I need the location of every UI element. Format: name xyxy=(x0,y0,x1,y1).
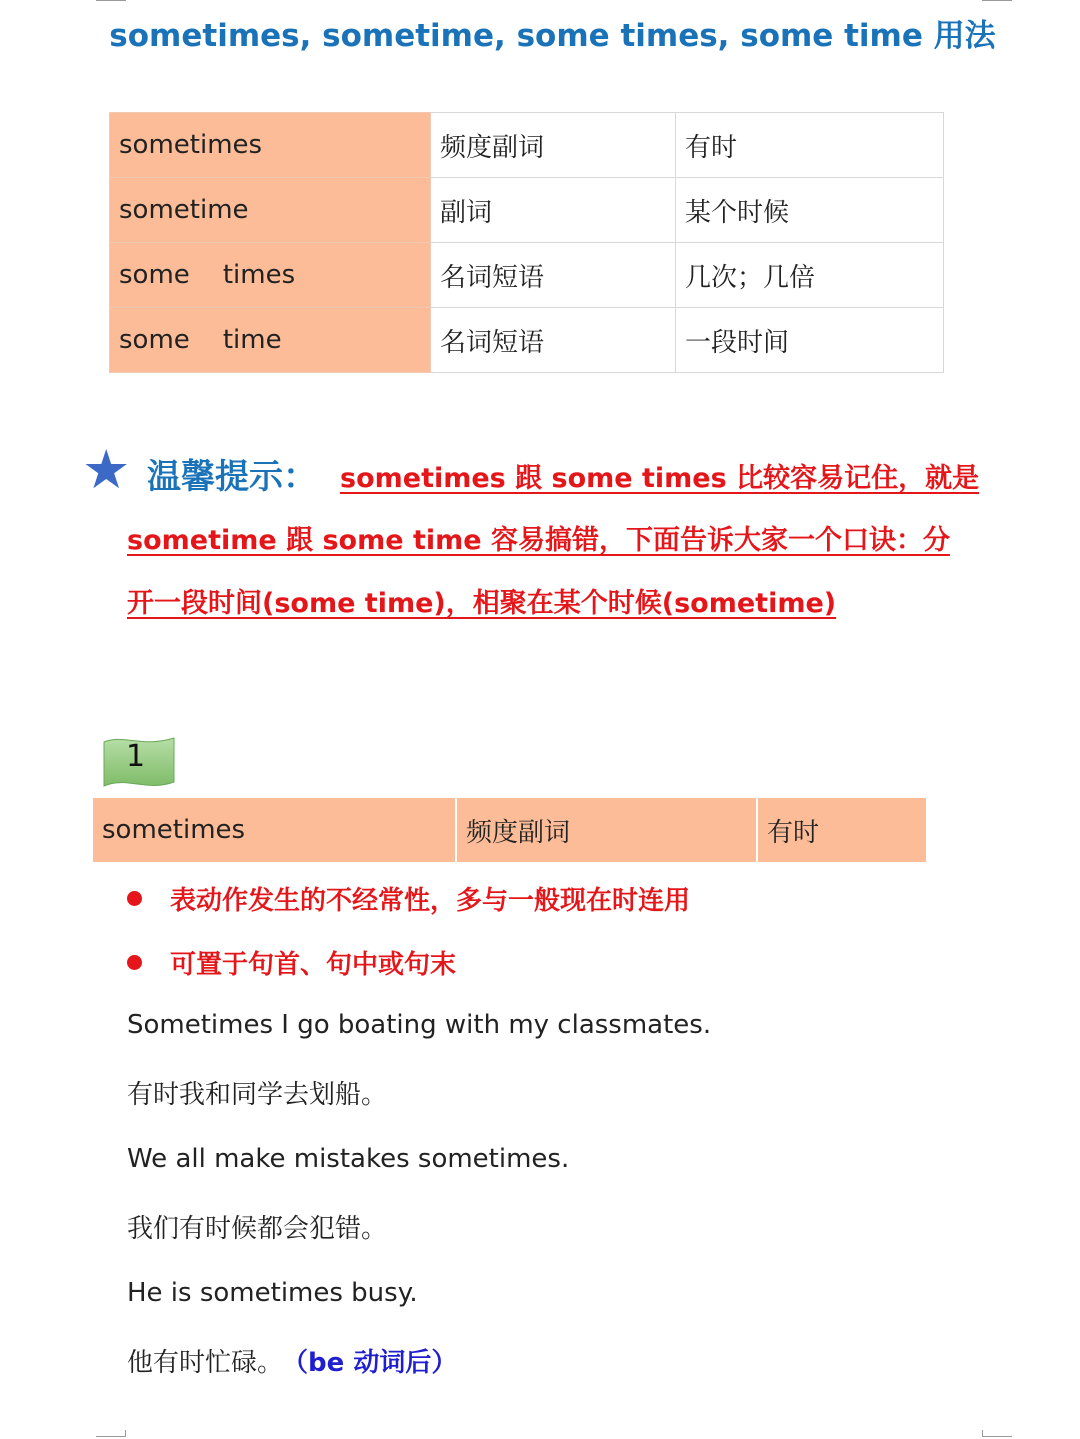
meaning-cell: 有时 xyxy=(676,113,944,178)
tip-text-line: 开一段时间(some time)，相聚在某个时候(sometime) xyxy=(127,588,837,619)
example-english: He is sometimes busy. xyxy=(127,1278,418,1308)
tip-label: 温馨提示： xyxy=(147,457,317,497)
tip-text-line: sometime 跟 some time 容易搞错，下面告诉大家一个口诀：分 xyxy=(127,525,950,556)
bullet-text: 表动作发生的不经常性，多与一般现在时连用 xyxy=(170,886,691,916)
bullet-item xyxy=(127,944,456,981)
part-of-speech-cell: 副词 xyxy=(431,178,676,243)
meaning-cell: 一段时间 xyxy=(676,308,944,373)
table-row xyxy=(93,798,926,862)
star-icon: ★ xyxy=(82,438,131,501)
page-corner-mark xyxy=(96,0,126,1)
phrase-cell: sometimes xyxy=(93,798,456,862)
table-row xyxy=(110,113,944,178)
part-of-speech-cell: 频度副词 xyxy=(431,113,676,178)
page-corner-mark xyxy=(96,1436,126,1437)
page-corner-mark xyxy=(982,1436,1012,1437)
page-corner-mark xyxy=(982,0,1012,1)
example-chinese-line xyxy=(127,1342,457,1379)
bullet-dot-icon xyxy=(127,891,142,906)
table-row xyxy=(110,243,944,308)
bullet-text: 可置于句首、句中或句末 xyxy=(170,950,457,980)
phrase-cell: some times xyxy=(110,243,431,308)
section-number: 1 xyxy=(126,739,146,774)
bullet-item xyxy=(127,880,690,917)
table-row xyxy=(110,178,944,243)
page-title: sometimes, sometime, some times, some time 用法 xyxy=(109,18,996,54)
part-of-speech-cell: 频度副词 xyxy=(456,798,757,862)
section-header-band xyxy=(93,798,926,862)
example-chinese: 有时我和同学去划船。 xyxy=(127,1080,388,1110)
phrase-cell: sometime xyxy=(110,178,431,243)
meaning-cell: 有时 xyxy=(757,798,926,862)
phrase-cell: sometimes xyxy=(110,113,431,178)
example-note: （be 动词后） xyxy=(295,1348,458,1378)
tip-text-line: sometimes 跟 some times 比较容易记住，就是 xyxy=(340,463,980,494)
usage-table xyxy=(109,112,944,373)
bullet-dot-icon xyxy=(127,955,142,970)
meaning-cell: 几次；几倍 xyxy=(676,243,944,308)
example-chinese: 我们有时候都会犯错。 xyxy=(127,1214,388,1244)
example-english: We all make mistakes sometimes. xyxy=(127,1144,570,1174)
part-of-speech-cell: 名词短语 xyxy=(431,308,676,373)
part-of-speech-cell: 名词短语 xyxy=(431,243,676,308)
example-chinese: 他有时忙碌。 xyxy=(127,1348,284,1378)
phrase-cell: some time xyxy=(110,308,431,373)
meaning-cell: 某个时候 xyxy=(676,178,944,243)
example-english: Sometimes I go boating with my classmates. xyxy=(127,1010,712,1040)
table-row xyxy=(110,308,944,373)
